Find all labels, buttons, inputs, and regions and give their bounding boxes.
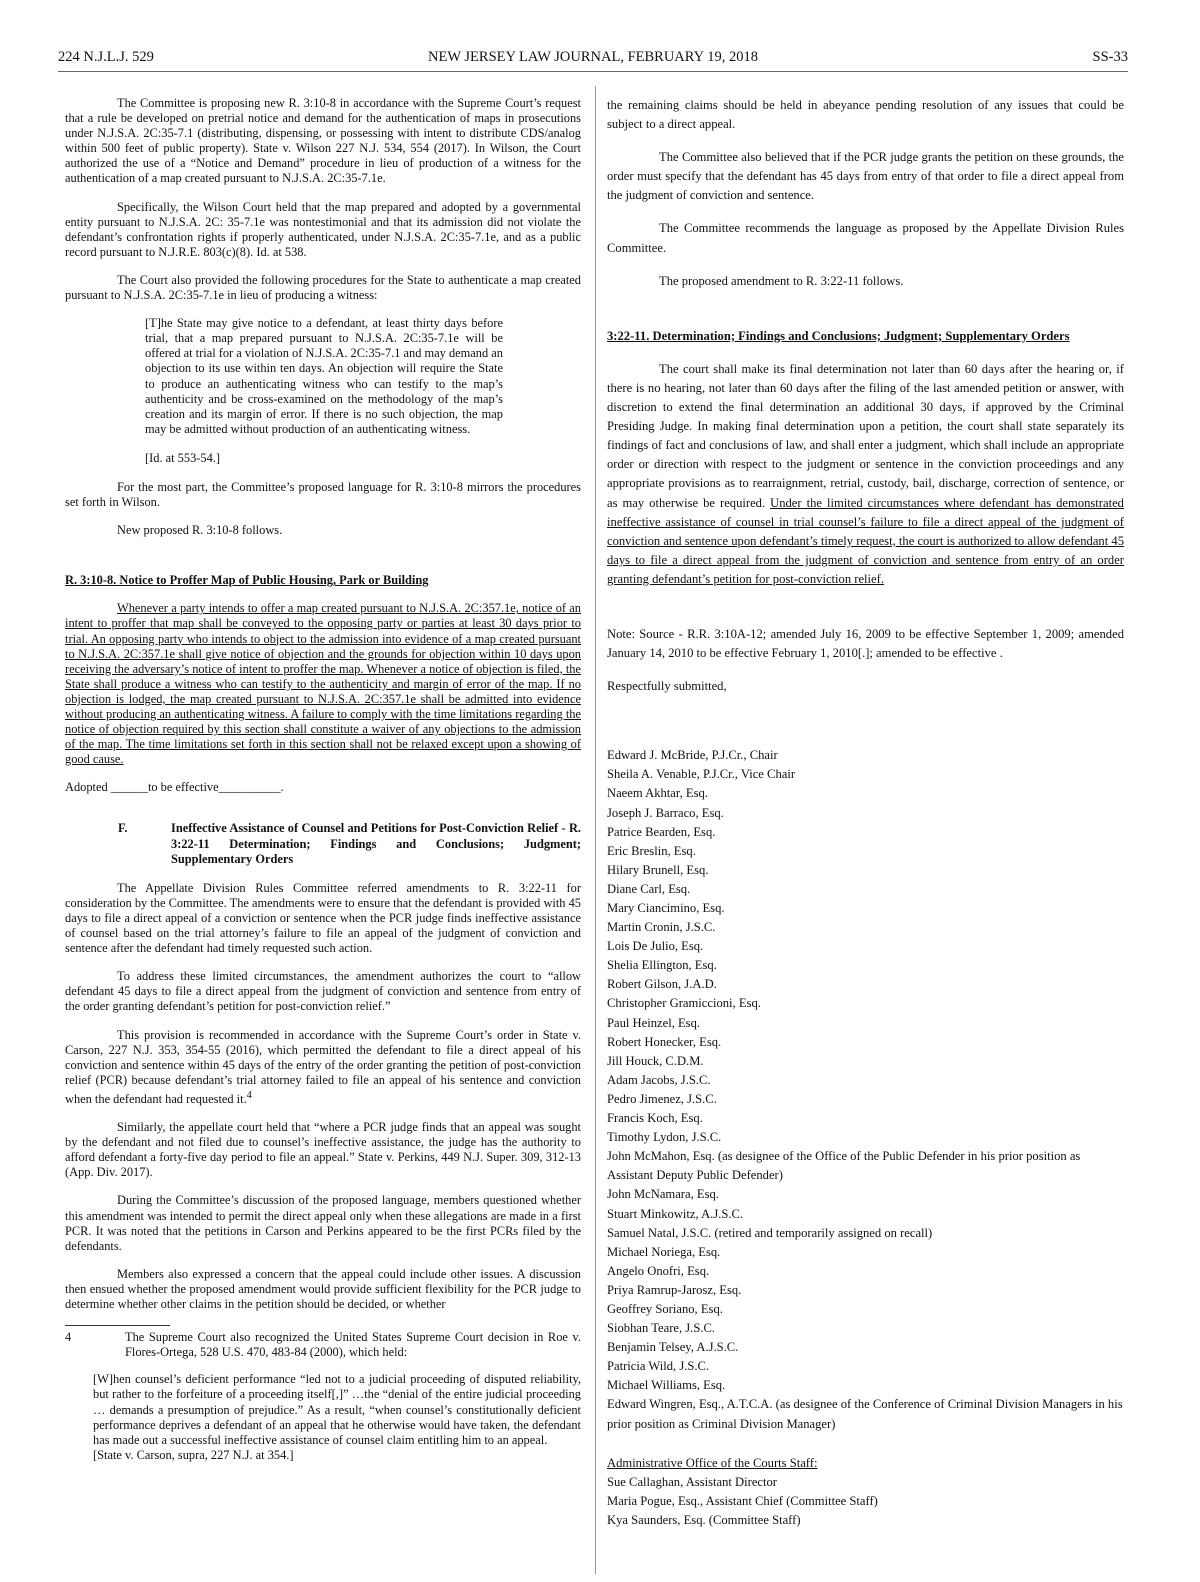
committee-member: Christopher Gramiccioni, Esq. <box>607 996 761 1011</box>
committee-member: Geoffrey Soriano, Esq. <box>607 1301 723 1316</box>
committee-member: Edward J. McBride, P.J.Cr., Chair <box>607 748 778 763</box>
column-divider <box>595 86 596 1574</box>
footnote-ref: 4 <box>246 1089 252 1101</box>
committee-member: Priya Ramrup-Jarosz, Esq. <box>607 1282 742 1297</box>
footnote-text: The Supreme Court also recognized the United States Supreme Court decision in Roe v. Flores-Ortega, 528 U.S. 470, 483-84 (2000), which held: <box>125 1330 581 1360</box>
right-column <box>607 96 1124 1530</box>
paragraph: During the Committee’s discussion of the proposed language, members questioned whether this amendment was intended to permit the direct appeal only when these allegations are made in a first PCR. It was noted that the petitions in Carson and Perkins appeared to be the first PCRs filed by the defendants. <box>65 1193 581 1253</box>
paragraph: The Appellate Division Rules Committee referred amendments to R. 3:22-11 for consideration by the Committee. The amendments were to ensure that the defendant is provided with 45 days to file a direct appeal of a conviction or sentence when the PCR judge finds ineffective assistance of counsel based on the trial attorney’s failure to file an appeal of the judgment of conviction and sentence after the defendant had timely requested such action. <box>65 880 581 956</box>
block-quote <box>145 316 503 466</box>
paragraph: The Court also provided the following procedures for the State to authenticate a map created pursuant to N.J.S.A. 2C:35-7.1e in lieu of producing a witness: <box>65 272 581 303</box>
committee-member: Michael Williams, Esq. <box>607 1378 726 1393</box>
footnote-citation: [State v. Carson, supra, 227 N.J. at 354.] <box>93 1447 294 1462</box>
running-header <box>58 49 1128 71</box>
committee-member: Martin Cronin, J.S.C. <box>607 920 716 935</box>
quote-text: [T]he State may give notice to a defendant, at least thirty days before trial, that a map prepared pursuant to N.J.S.A. 2C:35-7.1e will be offered at trial for a violation of N.J.S.A. 2C:35-7.1 and may demand an objection to its use within ten days. An objection will require the State to produce an authenticating witness who can testify to the map’s authenticity and be cross-examined on the methodology of the map’s creation and its margin of error. If there is no such objection, the map may be admitted without production of an authenticating witness. <box>145 316 503 436</box>
committee-member: Robert Honecker, Esq. <box>607 1034 722 1049</box>
committee-member: John McNamara, Esq. <box>607 1187 719 1202</box>
committee-member: Robert Gilson, J.A.D. <box>607 977 717 992</box>
paragraph <box>65 1028 581 1108</box>
staff-heading: Administrative Office of the Courts Staff: <box>607 1455 818 1470</box>
paragraph: To address these limited circumstances, the amendment authorizes the court to “allow defendant 45 days to file a direct appeal from the judgment of conviction and sentence from entry of the order granting defendant’s petition for post-conviction relief.” <box>65 969 581 1014</box>
paragraph-text: This provision is recommended in accordance with the Supreme Court’s order in State v. Carson, 227 N.J. 353, 354-55 (2016), which permitted the defendant to file a direct appeal of his conviction and sentence within 45 days of the entry of the order granting the petition of post-conviction relief (PCR) because defendant’s trial attorney failed to file an appeal of his sentence and conviction when the defendant had requested it. <box>65 1027 581 1106</box>
quote-citation: [Id. at 553-54.] <box>145 450 221 465</box>
closing: Respectfully submitted, <box>607 679 727 694</box>
header-page-number: SS-33 <box>1092 49 1128 65</box>
committee-member: Jill Houck, C.D.M. <box>607 1053 704 1068</box>
committee-member: Siobhan Teare, J.S.C. <box>607 1321 716 1336</box>
adopted-line: Adopted ______to be effective__________. <box>65 780 284 795</box>
section-label: F. <box>118 821 128 836</box>
committee-member: Lois De Julio, Esq. <box>607 939 704 954</box>
rule-text: Whenever a party intends to offer a map created pursuant to N.J.S.A. 2C:357.1e, notice of an intent to proffer that map shall be conveyed to the opposing party or parties at least 30 days prior to trial. An opposing party who intends to object to the admission into evidence of a map created pursuant to N.J.S.A. 2C:357.1e shall give notice of objection and the grounds for objection within 10 days upon receiving the adversary’s notice of intent to proffer the map. Whenever a notice of objection is filed, the State shall produce a witness who can testify to the authenticity and margin of error of the map. If no objection is lodged, the map created pursuant to N.J.S.A. 2C:357.1e shall be admitted into evidence without producing an authenticating witness. A failure to comply with the time limitations regarding the notice of objection required by this section shall constitute a waiver of any objections to the admission of the map. The time limitations set forth in this section shall not be relaxed except upon a showing of good cause. <box>65 601 581 767</box>
footnote-quote-text: [W]hen counsel’s deficient performance “led not to a judicial proceeding of disputed reliability, but rather to the forfeiture of a proceeding itself[,]” …the “denial of the entire judicial proceeding … demands a presumption of prejudice.” As a result, “when counsel’s constitutionally deficient performance deprives a defendant of an appeal that he otherwise would have taken, the defendant has made out a successful ineffective assistance of counsel claim entitling him to an appeal. <box>93 1372 581 1447</box>
rule-heading: 3:22-11. Determination; Findings and Conclusions; Judgment; Supplementary Orders <box>607 328 1070 343</box>
rule-title: Determination; Findings and Conclusions; Judgment; Supplementary Orders <box>652 328 1070 343</box>
committee-member-list <box>607 746 1124 1433</box>
paragraph: the remaining claims should be held in abeyance pending resolution of any issues that could be subject to a direct appeal. <box>607 98 1124 132</box>
paragraph: The Committee is proposing new R. 3:10-8 in accordance with the Supreme Court’s request that a rule be developed on pretrial notice and demand for the authentication of maps in prosecutions under N.J.S.A. 2C:35-7.1 (distributing, dispensing, or possessing with intent to distribute CDS/analog within 500 feet of public property). State v. Wilson 227 N.J. 534, 554 (2017). In Wilson, the Court authorized the use of a “Notice and Demand” procedure in lieu of production of a witness for the authentication of a map created pursuant to N.J.S.A. 2C:35-7.1e. <box>65 96 581 186</box>
footnote-quote <box>93 1372 581 1463</box>
committee-member: Stuart Minkowitz, A.J.S.C. <box>607 1206 744 1221</box>
committee-member: Mary Ciancimino, Esq. <box>607 901 725 915</box>
staff-member: Sue Callaghan, Assistant Director <box>607 1474 777 1489</box>
committee-member: Francis Koch, Esq. <box>607 1111 703 1126</box>
source-note: Note: Source - R.R. 3:10A-12; amended July 16, 2009 to be effective September 1, 2009; amended January 14, 2010 to be effective February 1, 2010[.]; amended to be effective . <box>607 626 1124 661</box>
committee-member: Michael Noriega, Esq. <box>607 1244 721 1259</box>
paragraph: Similarly, the appellate court held that “where a PCR judge finds that an appeal was sought by the defendant and not filed due to counsel’s ineffective assistance, the judge has the authority to afford defendant a forty-five day period to file an appeal.” State v. Perkins, 449 N.J. Super. 309, 312-13 (App. Div. 2017). <box>65 1120 581 1180</box>
paragraph: Specifically, the Wilson Court held that the map prepared and adopted by a governmental entity pursuant to N.J.S.A. 2C: 35-7.1e was nontestimonial and that its admission did not violate the defendant’s confrontation rights if properly authenticated, under N.J.S.A. 2C:35-7.1e, and as a public record pursuant to N.J.R.E. 803(c)(8). Id. at 538. <box>65 199 581 259</box>
rule-text-amendment: Under the limited circumstances where defendant has demonstrated ineffective assistance of counsel in trial counsel’s failure to file a direct appeal of the judgment of conviction and sentence upon defendant’s timely request, the court is authorized to allow defendant 45 days to file a direct appeal from the judgment of conviction and sentence from entry of an order granting defendant’s petition for post-conviction relief. <box>607 495 1124 586</box>
staff-member: Maria Pogue, Esq., Assistant Chief (Committee Staff) <box>607 1493 878 1508</box>
rule-text <box>607 360 1124 589</box>
staff-list <box>607 1473 1124 1530</box>
header-publication: NEW JERSEY LAW JOURNAL, FEBRUARY 19, 2018 <box>428 49 758 65</box>
paragraph: The Committee recommends the language as proposed by the Appellate Division Rules Committee. <box>607 221 1124 255</box>
committee-member: Benjamin Telsey, A.J.S.C. <box>607 1340 739 1355</box>
committee-member: Sheila A. Venable, P.J.Cr., Vice Chair <box>607 767 796 782</box>
paragraph: For the most part, the Committee’s proposed language for R. 3:10-8 mirrors the procedures set forth in Wilson. <box>65 479 581 510</box>
committee-member: Diane Carl, Esq. <box>607 881 691 896</box>
paragraph: The Committee also believed that if the PCR judge grants the petition on these grounds, the order must specify that the defendant has 45 days from entry of that order to file a direct appeal from the judgment of conviction and sentence. <box>607 150 1124 203</box>
committee-member: Angelo Onofri, Esq. <box>607 1263 710 1278</box>
committee-member: Patricia Wild, J.S.C. <box>607 1359 710 1374</box>
staff-member: Kya Saunders, Esq. (Committee Staff) <box>607 1512 801 1527</box>
footnote <box>65 1330 581 1463</box>
committee-member: Samuel Natal, J.S.C. (retired and temporarily assigned on recall) <box>607 1225 933 1240</box>
committee-member: Shelia Ellington, Esq. <box>607 958 717 973</box>
committee-member: Paul Heinzel, Esq. <box>607 1015 701 1030</box>
committee-member: Patrice Bearden, Esq. <box>607 824 716 839</box>
committee-member: Hilary Brunell, Esq. <box>607 862 709 877</box>
footnote-number: 4 <box>65 1330 72 1345</box>
committee-member: Joseph J. Barraco, Esq. <box>607 805 724 820</box>
committee-member: John McMahon, Esq. (as designee of the Office of the Public Defender in his prior position as Assistant Deputy Public Defender) <box>607 1149 1081 1183</box>
header-rule <box>58 71 1128 72</box>
paragraph: New proposed R. 3:10-8 follows. <box>117 523 283 538</box>
committee-member: Naeem Akhtar, Esq. <box>607 786 708 801</box>
rule-heading: R. 3:10-8. Notice to Proffer Map of Public Housing, Park or Building <box>65 573 429 588</box>
left-column <box>65 96 581 1463</box>
committee-member: Eric Breslin, Esq. <box>607 843 696 858</box>
footnote-rule <box>65 1325 170 1326</box>
paragraph: Members also expressed a concern that the appeal could include other issues. A discussion then ensued whether the proposed amendment would provide sufficient flexibility for the PCR judge to determine whether other claims in the petition should be decided, or whether <box>65 1266 581 1312</box>
committee-member: Timothy Lydon, J.S.C. <box>607 1130 722 1145</box>
header-citation: 224 N.J.L.J. 529 <box>58 49 154 65</box>
rule-text-existing: The court shall make its final determination not later than 60 days after the hearing or, if there is no hearing, not later than 60 days after the filing of the last amended petition or answer, with discretion to extend the final determination an additional 30 days, if approved by the Criminal Presiding Judge. In making final determination upon a petition, the court shall state separately its findings of fact and conclusions of law, and shall enter a judgment, which shall include an appropriate order or direction with respect to the judgment or sentence in the conviction proceedings and any appropriate provisions as to rearraignment, retrial, custody, bail, discharge, correction of sentence, or as may otherwise be required. <box>607 361 1124 510</box>
committee-member: Edward Wingren, Esq., A.T.C.A. (as designee of the Conference of Criminal Division Managers in his prior position as Criminal Division Manager) <box>607 1397 1123 1431</box>
section-f-heading <box>65 821 581 866</box>
section-title: Ineffective Assistance of Counsel and Petitions for Post-Conviction Relief - R. 3:22-11 Determination; Findings and Conclusions; Judgment; Supplementary Orders <box>171 821 581 866</box>
paragraph: The proposed amendment to R. 3:22-11 follows. <box>659 273 904 288</box>
rule-number: 3:22-11 <box>607 328 647 343</box>
committee-member: Adam Jacobs, J.S.C. <box>607 1072 711 1087</box>
committee-member: Pedro Jimenez, J.S.C. <box>607 1091 717 1106</box>
